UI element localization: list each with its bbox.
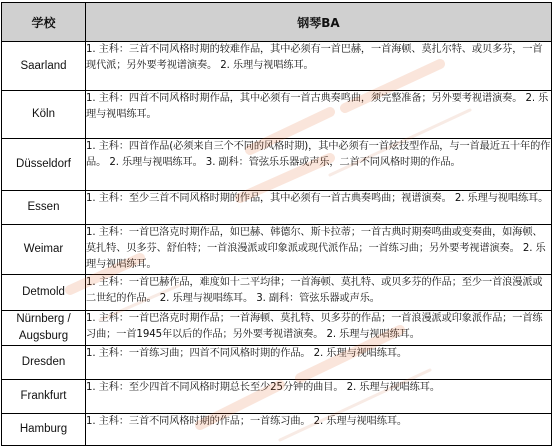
table-row xyxy=(2,346,552,380)
requirement-text: 1. 主科：三首不同风格时期的作品；一首练习曲。 2. 乐理与视唱练耳。 xyxy=(86,414,552,446)
school-name: Saarland xyxy=(2,42,86,91)
school-name: Nürnberg / Augsburg xyxy=(2,311,86,346)
school-name: Köln xyxy=(2,91,86,139)
table-row xyxy=(2,225,552,275)
table-row xyxy=(2,191,552,225)
requirements-table xyxy=(1,2,552,446)
school-name: Essen xyxy=(2,191,86,225)
requirement-text: 1. 主科：至少三首不同风格时期的作品，其中必须有一首古典奏鸣曲；视谱演奏。 2. 乐理与视唱练耳。 xyxy=(86,191,552,225)
requirement-text: 1. 主科：四首不同风格时期作品，其中必须有一首古典奏鸣曲，须完整准备；另外要考视谱演奏。 2. 乐理与视唱练耳。 xyxy=(86,91,552,139)
table-row xyxy=(2,311,552,346)
school-name: Weimar xyxy=(2,225,86,275)
school-name: Dresden xyxy=(2,346,86,380)
requirement-text: 1. 主科：三首不同风格时期的较难作品，其中必须有一首巴赫，一首海顿、莫扎尔特、或贝多芬，一首现代派；另外要考视谱演奏。 2. 乐理与视唱练耳。 xyxy=(86,42,552,91)
requirement-text: 1. 主科：一首练习曲；四首不同风格时期的作品。 2. 乐理与视唱练耳。 xyxy=(86,346,552,380)
header-requirement: 钢琴BA xyxy=(86,3,552,42)
table-row xyxy=(2,414,552,446)
table-row xyxy=(2,91,552,139)
school-name: Hamburg xyxy=(2,414,86,446)
table-row xyxy=(2,139,552,191)
table-row xyxy=(2,42,552,91)
school-name: Frankfurt xyxy=(2,380,86,414)
table-header-row xyxy=(2,3,552,42)
requirement-text: 1. 主科：一首巴洛克时期作品；一首海顿、莫扎特、贝多芬的作品；一首浪漫派或印象派作品；一首练习曲；一首1945年以后的作品；另外要考视谱演奏。 2. 乐理与视唱练耳。 xyxy=(86,311,552,346)
requirement-text: 1. 主科：一首巴洛克时期作品，如巴赫、韩德尔、斯卡拉蒂；一首古典时期奏鸣曲或变奏曲，如海顿、莫扎特、贝多芬、舒伯特；一首浪漫派或印象派或现代派作品；一首练习曲；另外要考视谱演奏。 2. 乐理与视唱练耳。 xyxy=(86,225,552,275)
header-school: 学校 xyxy=(2,3,86,42)
school-name: Düsseldorf xyxy=(2,139,86,191)
table-row xyxy=(2,380,552,414)
table-row xyxy=(2,275,552,311)
requirement-text: 1. 主科：四首作品(必须来自三个不同的风格时期)，其中必须有一首炫技型作品，与一首最近五十年的作品。 2. 乐理与视唱练耳。 3. 副科：管弦乐乐器或声乐，二首不同风格时期的作品。 xyxy=(86,139,552,191)
requirement-text: 1. 主科：至少四首不同风格时期总长至少25分钟的曲目。 2. 乐理与视唱练耳。 xyxy=(86,380,552,414)
requirement-text: 1. 主科：一首巴赫作品，难度如十二平均律；一首海顿、莫扎特、或贝多芬的作品；至少一首浪漫派或二世纪的作品。 2. 乐理与视唱练耳。 3. 副科：管弦乐器或声乐。 xyxy=(86,275,552,311)
school-name: Detmold xyxy=(2,275,86,311)
